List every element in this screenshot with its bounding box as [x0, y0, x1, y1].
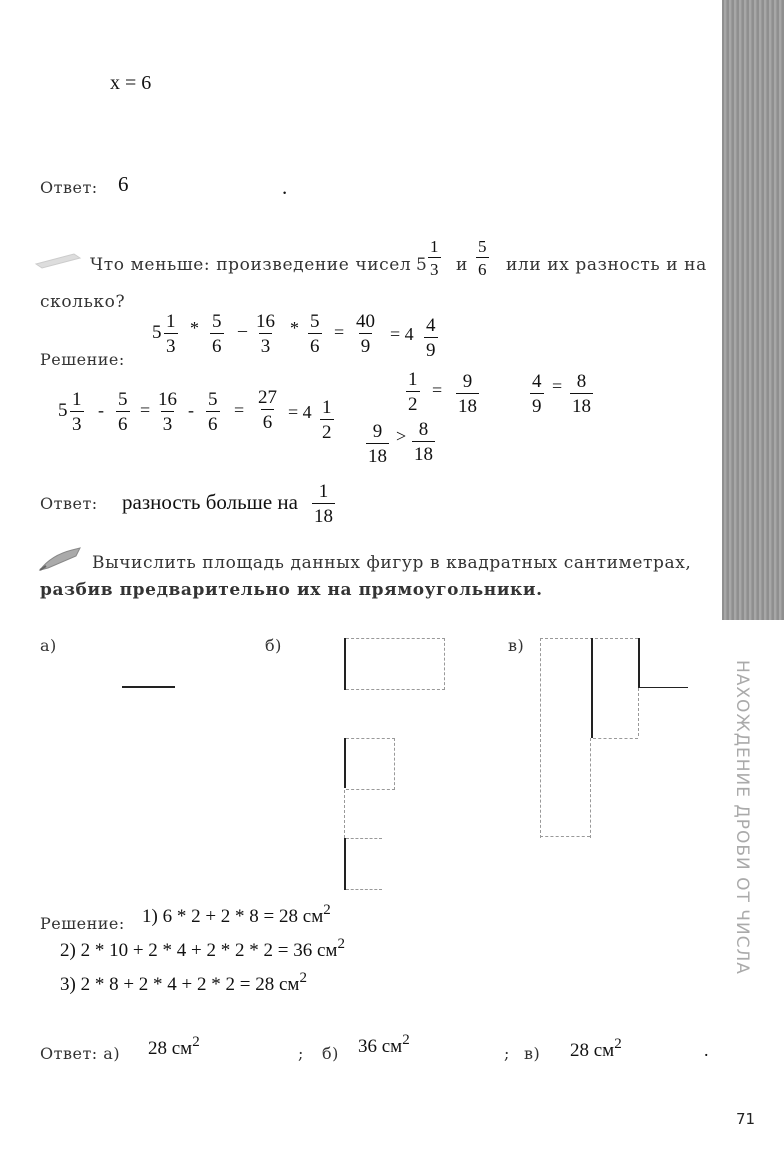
task2-n-whole: 5	[416, 255, 428, 275]
diff-op2: -	[188, 400, 194, 420]
product-whole: 5	[152, 322, 162, 343]
answer3-v: 28 $см^2$	[570, 1036, 622, 1061]
figure-v-label: в)	[508, 636, 525, 655]
task2-question-end: или их разность и на	[506, 255, 707, 275]
figure-b-label: б)	[265, 636, 282, 655]
answer3-a: 28 $см^2$	[148, 1034, 200, 1059]
task2-question: Что меньше: произведение чисел	[90, 255, 412, 275]
product-eq2: =	[334, 322, 345, 342]
diff-whole: 5	[58, 400, 68, 421]
compare-a-eq: =	[432, 380, 443, 400]
answer3-end: .	[704, 1040, 709, 1060]
solution-3: 3) 2 * 8 + 2 * 4 + 2 * 2 = 28 $см^2$	[60, 970, 307, 995]
page-number: 71	[736, 1110, 756, 1128]
answer3-b: 36 $см^2$	[358, 1032, 410, 1057]
compare-b1: $\frac{4}{9}$	[532, 371, 542, 417]
figure-a-line	[122, 686, 175, 688]
task2-question-line2: сколько?	[40, 292, 126, 312]
diff-eq3: = 4	[288, 402, 312, 422]
diff-frac1: $\frac{1}{3}$	[72, 389, 82, 435]
vertical-chapter-title: НАХОЖДЕНИЕ ДРОБИ ОТ ЧИСЛА	[732, 660, 752, 975]
compare-b-eq: =	[552, 376, 563, 396]
diff-frac5: $\frac{27}{6}$	[258, 387, 277, 433]
compare-c-op: >	[396, 426, 407, 446]
answer1-dot: .	[282, 175, 288, 199]
answer2-fraction: $\frac{1}{18}$	[314, 481, 333, 527]
figure-a-label: а)	[40, 636, 57, 655]
product-frac4: $\frac{5}{6}$	[310, 311, 320, 357]
diff-frac4: $\frac{5}{6}$	[208, 389, 218, 435]
product-frac3: $\frac{16}{3}$	[256, 311, 275, 357]
task2-and: и	[456, 255, 468, 275]
task2-solution-label: Решение:	[40, 350, 125, 369]
answer3-label: Ответ: а)	[40, 1044, 121, 1063]
answer2-text: разность больше на	[122, 490, 298, 514]
diff-eq2: =	[234, 400, 245, 420]
pen-icon	[36, 544, 86, 576]
pencil-icon	[34, 246, 82, 272]
product-frac2: $\frac{5}{6}$	[212, 311, 222, 357]
product-frac1: $\frac{1}{3}$	[166, 311, 176, 357]
product-frac6: $\frac{4}{9}$	[426, 315, 436, 361]
diff-eq1: =	[140, 400, 151, 420]
compare-c2: $\frac{8}{18}$	[414, 419, 433, 465]
answer3-sep2: ;	[504, 1044, 510, 1063]
task2-n-fraction: $\frac{1}{3}$	[430, 237, 439, 279]
task3-solution-label: Решение:	[40, 914, 125, 933]
answer3-b-label: б)	[322, 1044, 339, 1063]
answer3-sep1: ;	[298, 1044, 304, 1063]
product-eq1: –	[238, 320, 247, 340]
compare-b2: $\frac{8}{18}$	[572, 371, 591, 417]
answer1-label: Ответ:	[40, 178, 98, 197]
diff-frac6: $\frac{1}{2}$	[322, 397, 332, 443]
compare-c1: $\frac{9}{18}$	[368, 421, 387, 467]
task3-line1: Вычислить площадь данных фигур в квадратных сантиметрах,	[92, 553, 692, 573]
product-op1: *	[190, 318, 199, 338]
solution-2: 2) 2 * 10 + 2 * 4 + 2 * 2 * 2 = 36 $см^2$	[60, 936, 345, 961]
answer3-v-label: в)	[524, 1044, 541, 1063]
task3-line2: разбив предварительно их на прямоугольники.	[40, 580, 543, 600]
diff-frac2: $\frac{5}{6}$	[118, 389, 128, 435]
product-eq3: = 4	[390, 324, 414, 344]
solution-1: 1) 6 * 2 + 2 * 8 = 28 $см^2$	[142, 902, 331, 927]
diff-frac3: $\frac{16}{3}$	[158, 389, 177, 435]
answer1-value: 6	[118, 172, 129, 196]
diff-op1: -	[98, 400, 104, 420]
compare-a1: $\frac{1}{2}$	[408, 369, 418, 415]
compare-a2: $\frac{9}{18}$	[458, 371, 477, 417]
task2-m-fraction: $\frac{5}{6}$	[478, 237, 487, 279]
answer2-label: Ответ:	[40, 494, 98, 513]
product-op2: *	[290, 318, 299, 338]
product-frac5: $\frac{40}{9}$	[356, 311, 375, 357]
equation-x: x = 6	[110, 72, 152, 94]
